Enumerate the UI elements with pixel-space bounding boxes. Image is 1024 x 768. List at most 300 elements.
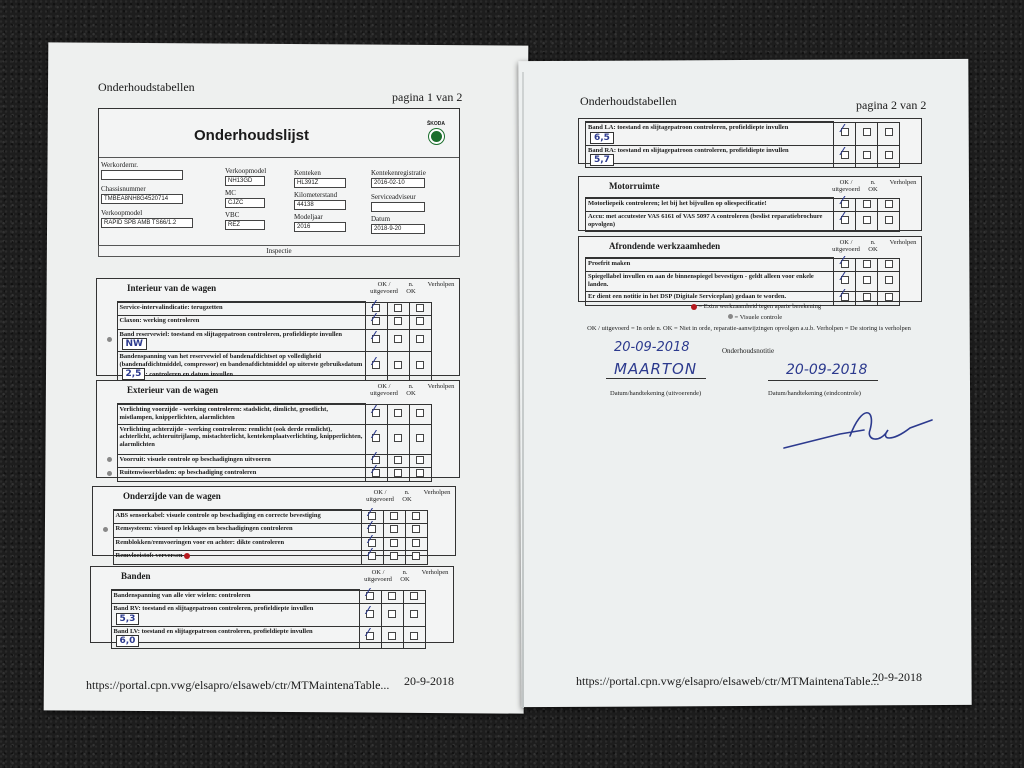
ok-checkbox-cell[interactable] [834,193,856,212]
column-header-nok: n. OK [868,239,878,253]
modeljaar-value: 2016 [294,222,346,232]
checkbox[interactable] [412,525,420,533]
modeljaar-field [294,213,346,232]
column-header-ok: OK / uitgevoerd [370,383,398,397]
task-text: Spiegellabel invullen en aan de binnenspiegel bevestigen - geldt alleen voor enkele landen. [588,273,814,288]
column-header-verh: Verholpen [889,179,917,186]
bullet-cell [103,302,117,316]
checklist-row [586,198,900,212]
handwritten-value[interactable]: 5,3 [116,613,140,625]
checklist-row [103,329,431,352]
checkbox[interactable] [863,216,871,224]
nok-checkbox-cell[interactable] [387,352,409,382]
ok-checkbox-cell[interactable] [365,404,387,424]
nok-checkbox-cell[interactable] [381,604,403,627]
checklist-row [103,424,431,454]
bullet-cell [103,424,117,454]
nok-checkbox-cell[interactable] [856,212,878,232]
checklist-row [586,122,900,145]
column-header-ok: OK / uitgevoerd [366,489,394,503]
checkbox[interactable] [394,361,402,369]
page-fold [522,72,524,708]
column-header-nok: n. OK [402,489,412,503]
column-header-verh: Verholpen [889,239,917,246]
checkbox[interactable] [863,128,871,136]
checklist-row [103,352,431,382]
nok-checkbox-cell[interactable] [387,468,409,482]
check-mark-icon: ⁄ [841,145,844,158]
checklist-row [586,258,900,272]
nok-checkbox-cell[interactable] [381,626,403,649]
checkbox[interactable] [366,626,374,640]
task-cell [117,404,365,424]
handwritten-value[interactable]: NW [122,338,147,350]
checklist-row [99,537,427,551]
chassis-value: TMBEA8NH8G4520714 [101,194,183,204]
verholpen-checkbox-cell[interactable] [878,122,900,145]
checkbox[interactable] [394,335,402,343]
checkbox[interactable] [372,402,380,417]
task-text: Band LV: toestand en slijtagepatroon controleren, profieldiepte invullen [113,627,313,635]
checklist-table [97,585,426,649]
checkbox[interactable] [416,304,424,312]
checkbox[interactable] [841,122,849,136]
handwritten-value[interactable]: 6,5 [590,132,614,144]
checkbox[interactable] [885,293,893,301]
ok-checkbox-cell[interactable] [365,352,387,382]
verholpen-checkbox-cell[interactable] [409,329,431,352]
task-text: Remblokken/remvoeringen voor en achter: dikte controleren [115,538,285,546]
left-footer-url: https://portal.cpn.vwg/elsapro/elsaweb/ctr/MTMaintenaTable... [86,678,390,692]
bullet-cell [103,454,117,468]
checkbox[interactable] [394,304,402,312]
checklist-row [586,145,900,168]
legend-grey-text: = Visuele controle [734,314,783,321]
checklist-row [97,604,425,627]
check-mark-icon: ⁄ [373,297,375,311]
section-title: Afrondende werkzaamheden [609,241,721,251]
column-header-ok: OK / uitgevoerd [832,239,860,253]
kenteken-value: HL391Z [294,178,346,188]
checklist-row [103,404,431,424]
column-header-verh: Verholpen [421,569,449,576]
checkbox[interactable] [412,512,420,520]
nok-checkbox-cell[interactable] [856,272,878,292]
task-text: Band LA: toestand en slijtagepatroon controleren, profieldiepte invullen [588,124,789,131]
ok-checkbox-cell[interactable] [834,122,856,145]
check-mark-icon: ⁄ [373,311,375,324]
checklist-table [99,505,428,565]
handwritten-signature [780,400,940,456]
date-left: 20-09-2018 [614,340,690,355]
checkbox[interactable] [416,469,424,477]
task-cell [117,316,365,330]
left-page-number: pagina 1 van 2 [392,90,463,104]
checkbox[interactable] [394,469,402,477]
ok-checkbox-cell[interactable] [365,311,387,330]
legend-red-text: = Extra werkzaamheid tegen aparte berekening [698,303,822,310]
task-text: Ruitenwisserbladen: op beschadiging controleren [119,469,257,476]
ok-checkbox-cell[interactable] [834,272,856,292]
task-text: Motorliepeik controleren; let bij het bijvullen op oliespecificatie! [588,200,767,207]
ok-checkbox-cell[interactable] [365,424,387,454]
serviceadviseur-value [371,202,425,212]
task-cell [586,145,834,168]
ok-checkbox-cell[interactable] [365,463,387,482]
task-cell [111,626,359,649]
checkbox[interactable] [416,335,424,343]
section-title: Exterieur van de wagen [127,385,219,395]
task-cell [586,258,834,272]
bullet-cell [99,524,113,538]
column-header-verh: Verholpen [427,281,455,288]
nok-checkbox-cell[interactable] [381,590,403,604]
task-text: Band reservewiel: toestand en slijtagepatroon controleren, profieldiepte invullen [119,330,343,338]
skoda-wordmark: ŠKODA [426,121,446,127]
checkbox[interactable] [410,592,418,600]
task-cell [586,272,834,292]
legend-red [610,303,900,310]
ok-checkbox-cell[interactable] [365,297,387,316]
check-mark-icon: ⁄ [841,122,844,136]
checkbox[interactable] [863,151,871,159]
verholpen-checkbox-cell[interactable] [405,537,427,551]
checklist-table [585,253,900,306]
checkbox[interactable] [841,270,849,284]
verholpen-checkbox-cell[interactable] [409,424,431,454]
vbc-field [225,211,265,230]
task-text: Er dient een notitie in het DSP (Digitale Serviceplan) gedaan te worden. [588,293,787,300]
nok-checkbox-cell[interactable] [387,424,409,454]
visual-check-icon [107,457,112,462]
checkbox[interactable] [841,193,849,208]
checkbox[interactable] [885,276,893,284]
nok-checkbox-cell[interactable] [856,145,878,168]
right-page-number: pagina 2 van 2 [856,98,927,112]
task-text: ABS sensorkabel: visuele controle op beschadiging en correcte bevestiging [115,512,321,519]
verkoopmodel-code-field [225,167,265,186]
checkbox[interactable] [372,427,380,442]
ok-checkbox-cell[interactable] [834,145,856,168]
red-dot-icon [691,304,697,310]
check-mark-icon: ⁄ [841,270,844,284]
left-header: Onderhoudstabellen [98,80,195,94]
checkbox[interactable] [416,317,424,325]
extra-work-icon [184,553,190,559]
verholpen-checkbox-cell[interactable] [409,404,431,424]
ok-checkbox-cell[interactable] [834,253,856,272]
checkbox[interactable] [863,276,871,284]
task-text: Verlichting achterzijde - werking controleren: remlicht (ook derde remlicht), achterlicht, achteruitrijlamp, mistachterlicht, kentekenplaatverlichting, knipperlichten, alarmlichten [119,425,363,448]
werkorder-field [101,161,183,180]
checkbox[interactable] [368,519,376,533]
checkbox[interactable] [885,128,893,136]
handwritten-value[interactable]: 5,7 [590,154,614,166]
nok-checkbox-cell[interactable] [387,454,409,468]
column-header-verh: Verholpen [423,489,451,496]
nok-checkbox-cell[interactable] [856,258,878,272]
bullet-cell [97,590,111,604]
nok-checkbox-cell[interactable] [387,302,409,316]
sig-label-right: Datum/handtekening (eindcontrole) [768,390,861,397]
verholpen-checkbox-cell[interactable] [405,510,427,524]
km-label: Kilometerstand [294,191,338,199]
bullet-cell [103,352,117,382]
ok-checkbox-cell[interactable] [361,505,383,524]
task-cell [586,198,834,212]
column-header-nok: n. OK [406,383,416,397]
verkoopmodel-code-value: NH13GD [225,176,265,186]
ok-checkbox-cell[interactable] [359,626,381,649]
check-mark-icon: ⁄ [373,329,375,342]
checkbox[interactable] [394,317,402,325]
verholpen-checkbox-cell[interactable] [405,551,427,565]
checkbox[interactable] [366,585,374,600]
checkbox[interactable] [390,512,398,520]
legend-grey [610,314,900,321]
verholpen-checkbox-cell[interactable] [409,302,431,316]
checkbox[interactable] [885,216,893,224]
column-header-ok: OK / uitgevoerd [364,569,392,583]
sig-label-left: Datum/handtekening (uitvoerende) [610,390,702,397]
checkbox[interactable] [368,546,376,560]
ok-checkbox-cell[interactable] [359,604,381,627]
mc-field [225,189,265,208]
legend-codes: OK / uitgevoerd = In orde n. OK = Niet in orde, reparatie-aanwijzingen opvolgen a.u.b. Verholpen = De storing is verholpen [587,325,911,332]
verholpen-checkbox-cell[interactable] [403,626,425,649]
section-exterieur-van-de-wagen [96,380,460,478]
mc-value: CJZC [225,198,265,208]
check-mark-icon: ⁄ [369,532,371,546]
task-cell [586,212,834,232]
datum-value: 2018-9-20 [371,224,425,234]
inspectie-bar: Inspectie [98,245,460,257]
task-text: Band RV: toestand en slijtagepatroon controleren, profieldiepte invullen [113,605,314,612]
verholpen-checkbox-cell[interactable] [405,524,427,538]
handwritten-value[interactable]: 2,5 [122,368,146,380]
checkbox[interactable] [841,287,849,301]
nok-checkbox-cell[interactable] [387,316,409,330]
verholpen-checkbox-cell[interactable] [878,272,900,292]
check-mark-icon: ⁄ [373,355,375,369]
checklist-row [586,272,900,292]
bullet-cell [103,316,117,330]
verkoopmodel-code-label: Verkoopmodel [225,167,267,175]
checkbox[interactable] [412,552,420,560]
verholpen-checkbox-cell[interactable] [409,468,431,482]
werkorder-value [101,170,183,180]
checkbox[interactable] [390,552,398,560]
checkbox[interactable] [372,463,380,477]
checkbox[interactable] [394,456,402,464]
task-text: Remvloeistof: verversen [115,552,183,559]
check-mark-icon: ⁄ [369,546,371,559]
checkbox[interactable] [372,311,380,325]
checkbox[interactable] [841,210,849,224]
ok-checkbox-cell[interactable] [359,585,381,604]
nok-checkbox-cell[interactable] [387,329,409,352]
section-onderzijde-van-de-wagen [92,486,456,559]
verholpen-checkbox-cell[interactable] [878,198,900,212]
task-text: Bandenspanning van alle vier wielen: controleren [113,592,251,599]
checklist-table [585,121,900,168]
title-box [98,108,460,248]
bullet-cell [97,604,111,627]
checkbox[interactable] [416,409,424,417]
section-afrondende-werkzaamheden [578,236,922,302]
visual-check-icon [107,471,112,476]
checklist-row [99,551,427,565]
task-cell [117,329,365,352]
checkbox[interactable] [388,632,396,640]
checklist-row [103,468,431,482]
checkbox[interactable] [388,610,396,618]
section-motorruimte [578,176,922,231]
task-cell [113,524,361,538]
ok-checkbox-cell[interactable] [361,532,383,551]
onderhoud-label: Onderhoudsnotitie [722,347,775,355]
checkbox[interactable] [394,409,402,417]
km-field [294,191,346,210]
bullet-cell [99,537,113,551]
chassis-field [101,185,183,204]
task-cell [113,551,361,565]
bullet-cell [99,510,113,524]
check-mark-icon: ⁄ [369,519,371,532]
nok-checkbox-cell[interactable] [383,510,405,524]
check-mark-icon: ⁄ [367,626,369,639]
nok-checkbox-cell[interactable] [856,122,878,145]
checkbox[interactable] [410,632,418,640]
checkbox[interactable] [372,355,380,369]
checkbox[interactable] [885,151,893,159]
checkbox[interactable] [390,539,398,547]
checklist-row [103,454,431,468]
verholpen-checkbox-cell[interactable] [403,604,425,627]
check-mark-icon: ⁄ [841,193,844,207]
column-header-nok: n. OK [400,569,410,583]
task-cell [111,590,359,604]
ok-checkbox-cell[interactable] [365,329,387,352]
column-header-ok: OK / uitgevoerd [370,281,398,295]
checkbox[interactable] [885,200,893,208]
verholpen-checkbox-cell[interactable] [409,454,431,468]
task-text: Remsysteem: visueel op lekkages en beschadigingen controleren [115,525,293,532]
checkbox[interactable] [416,456,424,464]
task-cell [117,424,365,454]
verholpen-checkbox-cell[interactable] [878,145,900,168]
check-mark-icon: ⁄ [373,402,375,416]
verholpen-checkbox-cell[interactable] [878,258,900,272]
task-cell [117,468,365,482]
verholpen-checkbox-cell[interactable] [409,316,431,330]
bullet-cell [103,404,117,424]
checkbox[interactable] [863,260,871,268]
visual-check-icon [107,337,112,342]
task-cell [113,510,361,524]
sig-line-right [768,380,878,381]
checkbox[interactable] [416,361,424,369]
datum-label: Datum [371,215,391,223]
left-footer-date: 20-9-2018 [404,674,454,688]
ok-checkbox-cell[interactable] [365,449,387,468]
ok-checkbox-cell[interactable] [834,212,856,232]
chassis-label: Chassisnummer [101,185,146,193]
checklist-row [97,590,425,604]
check-mark-icon: ⁄ [841,210,844,224]
checkbox[interactable] [841,145,849,159]
serviceadviseur-label: Serviceadviseur [371,193,416,201]
section-continued [578,118,922,164]
verholpen-checkbox-cell[interactable] [403,590,425,604]
nok-checkbox-cell[interactable] [856,198,878,212]
handwritten-value[interactable]: 6,0 [116,635,140,647]
nok-checkbox-cell[interactable] [383,551,405,565]
verholpen-checkbox-cell[interactable] [409,352,431,382]
checklist-row [99,510,427,524]
checkbox[interactable] [841,253,849,268]
column-header-nok: n. OK [868,179,878,193]
task-text: Bandenspanning van het reservewiel of bandenafdichtset op volledigheid (bandenafdichtmiddel, compressor) en bandenafdichtmiddel op uiterste gebruiksdatum [119,353,363,368]
date-right: 20-09-2018 [786,362,868,378]
serviceadviseur-field [371,193,425,212]
verholpen-checkbox-cell[interactable] [878,212,900,232]
ok-checkbox-cell[interactable] [361,546,383,565]
verkoopmodel-field [101,209,193,228]
checkbox[interactable] [410,610,418,618]
kenteken-field [294,169,346,188]
section-title: Banden [121,571,151,581]
checkbox[interactable] [885,260,893,268]
skoda-logo [425,121,447,153]
checkbox[interactable] [388,592,396,600]
checkbox[interactable] [863,200,871,208]
task-suffix: : controleren en datum invullen [145,371,233,378]
registratie-field [371,169,425,188]
vbc-value: REZ [225,220,265,230]
task-cell [117,302,365,316]
visual-check-icon [103,527,108,532]
km-value: 44138 [294,200,346,210]
checkbox[interactable] [394,434,402,442]
task-text: Claxon: werking controleren [119,317,200,324]
nok-checkbox-cell[interactable] [383,524,405,538]
checkbox[interactable] [416,434,424,442]
check-mark-icon: ⁄ [373,463,375,476]
kenteken-label: Kenteken [294,169,321,177]
checklist-table [103,297,432,382]
nok-checkbox-cell[interactable] [387,404,409,424]
nok-checkbox-cell[interactable] [383,537,405,551]
ok-checkbox-cell[interactable] [361,519,383,538]
document-title: Onderhoudslijst [194,127,310,144]
datum-field [371,215,425,234]
checkbox[interactable] [366,603,374,618]
registratie-label: Kentekenregistratie [371,169,426,177]
check-mark-icon: ⁄ [373,427,375,441]
checkbox[interactable] [412,539,420,547]
checkbox[interactable] [372,329,380,343]
name-left: MAARTON [614,360,698,378]
checkbox[interactable] [863,293,871,301]
column-header-ok: OK / uitgevoerd [832,179,860,193]
bullet-cell [97,626,111,649]
task-cell [586,122,834,145]
task-cell [117,352,365,382]
title-divider [99,157,459,158]
check-mark-icon: ⁄ [369,505,371,519]
checkbox[interactable] [390,525,398,533]
